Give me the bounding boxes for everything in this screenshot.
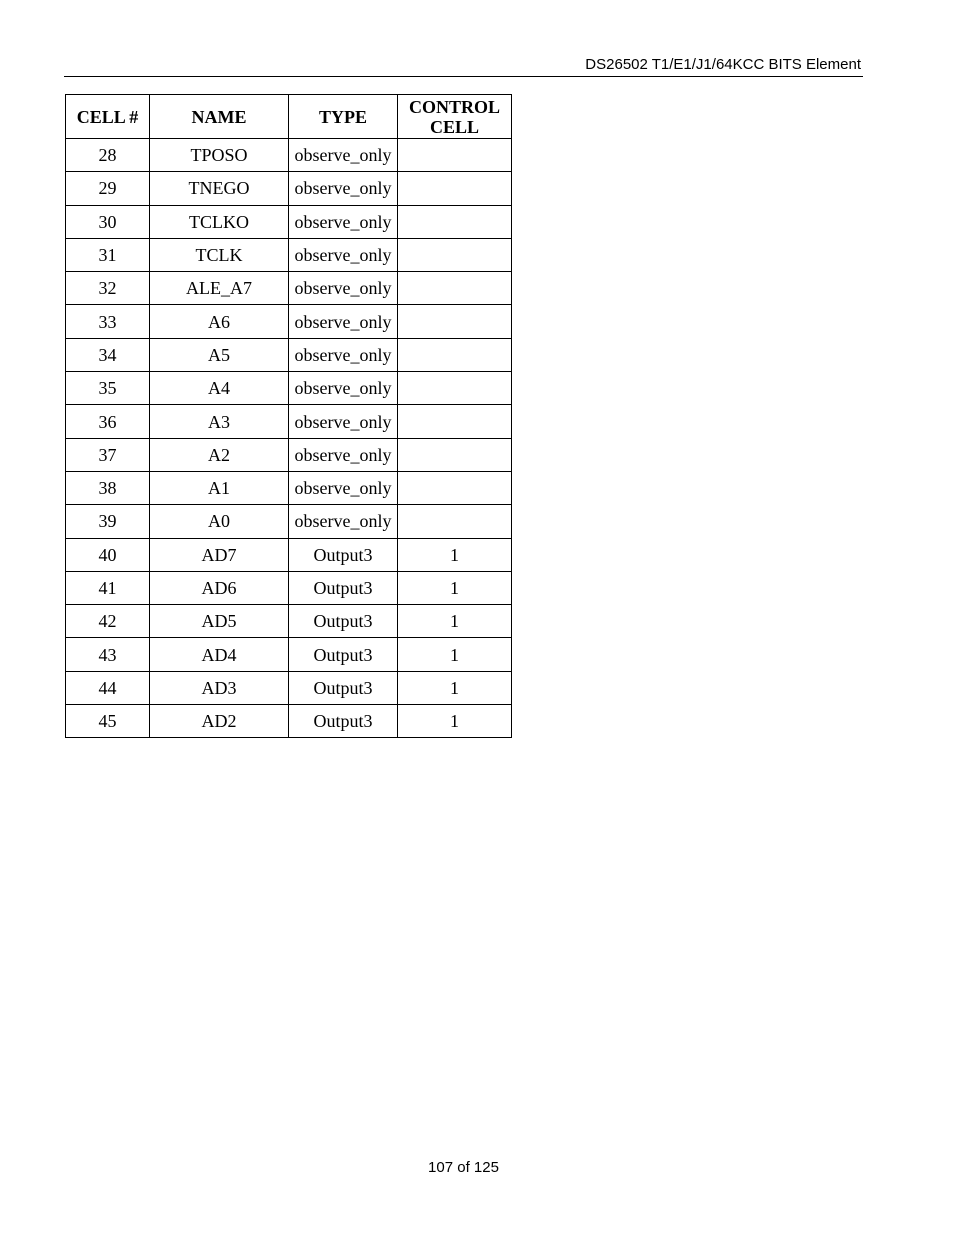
cell-type: observe_only	[289, 238, 398, 271]
cell-cell-number: 31	[66, 238, 150, 271]
table-row	[66, 571, 512, 604]
table-row	[66, 538, 512, 571]
cell-type: observe_only	[289, 205, 398, 238]
cell-type: observe_only	[289, 305, 398, 338]
cell-cell-number: 29	[66, 172, 150, 205]
cell-type: Output3	[289, 705, 398, 738]
cell-cell-number: 41	[66, 571, 150, 604]
table-body	[66, 139, 512, 738]
cell-type: observe_only	[289, 471, 398, 504]
cell-cell-number: 30	[66, 205, 150, 238]
table-row	[66, 238, 512, 271]
table-row	[66, 638, 512, 671]
cell-name: AD7	[150, 538, 289, 571]
cell-name: AD2	[150, 705, 289, 738]
cell-cell-number: 43	[66, 638, 150, 671]
cell-type: observe_only	[289, 172, 398, 205]
document-title: DS26502 T1/E1/J1/64KCC BITS Element	[585, 56, 861, 73]
cell-control-cell	[398, 172, 512, 205]
table-row	[66, 605, 512, 638]
cell-cell-number: 40	[66, 538, 150, 571]
cell-control-cell: 1	[398, 538, 512, 571]
cell-name: TNEGO	[150, 172, 289, 205]
table-row	[66, 172, 512, 205]
column-header-type: TYPE	[289, 95, 398, 139]
cell-cell-number: 45	[66, 705, 150, 738]
table-row	[66, 305, 512, 338]
cell-type: Output3	[289, 638, 398, 671]
cell-cell-number: 35	[66, 372, 150, 405]
boundary-scan-register-table	[65, 94, 512, 738]
cell-cell-number: 39	[66, 505, 150, 538]
page-header	[64, 54, 863, 77]
cell-control-cell	[398, 372, 512, 405]
cell-type: observe_only	[289, 438, 398, 471]
table-row	[66, 272, 512, 305]
cell-control-cell	[398, 405, 512, 438]
cell-cell-number: 32	[66, 272, 150, 305]
table-header-row	[66, 95, 512, 139]
cell-control-cell	[398, 272, 512, 305]
table-row	[66, 338, 512, 371]
cell-type: Output3	[289, 571, 398, 604]
cell-type: observe_only	[289, 272, 398, 305]
cell-name: A4	[150, 372, 289, 405]
cell-type: observe_only	[289, 505, 398, 538]
cell-control-cell	[398, 505, 512, 538]
cell-type: observe_only	[289, 372, 398, 405]
table-row	[66, 372, 512, 405]
page-number: 107 of 125	[428, 1159, 499, 1176]
column-header-cell-number: CELL #	[66, 95, 150, 139]
cell-name: AD4	[150, 638, 289, 671]
cell-cell-number: 34	[66, 338, 150, 371]
cell-cell-number: 28	[66, 139, 150, 172]
cell-name: A2	[150, 438, 289, 471]
cell-cell-number: 42	[66, 605, 150, 638]
cell-name: AD6	[150, 571, 289, 604]
cell-name: ALE_A7	[150, 272, 289, 305]
table-row	[66, 438, 512, 471]
cell-control-cell	[398, 338, 512, 371]
cell-name: A3	[150, 405, 289, 438]
cell-cell-number: 38	[66, 471, 150, 504]
cell-type: observe_only	[289, 338, 398, 371]
column-header-name: NAME	[150, 95, 289, 139]
cell-type: observe_only	[289, 405, 398, 438]
cell-name: TCLKO	[150, 205, 289, 238]
cell-name: A6	[150, 305, 289, 338]
cell-cell-number: 36	[66, 405, 150, 438]
cell-control-cell	[398, 471, 512, 504]
cell-name: TCLK	[150, 238, 289, 271]
cell-control-cell	[398, 305, 512, 338]
cell-control-cell: 1	[398, 671, 512, 704]
cell-control-cell: 1	[398, 571, 512, 604]
cell-name: A1	[150, 471, 289, 504]
cell-name: A5	[150, 338, 289, 371]
cell-name: AD3	[150, 671, 289, 704]
table-row	[66, 405, 512, 438]
cell-control-cell: 1	[398, 705, 512, 738]
cell-control-cell: 1	[398, 638, 512, 671]
table-row	[66, 205, 512, 238]
cell-name: AD5	[150, 605, 289, 638]
cell-cell-number: 44	[66, 671, 150, 704]
cell-control-cell	[398, 238, 512, 271]
table-row	[66, 671, 512, 704]
cell-control-cell	[398, 205, 512, 238]
cell-name: A0	[150, 505, 289, 538]
cell-type: observe_only	[289, 139, 398, 172]
table-row	[66, 139, 512, 172]
table-row	[66, 471, 512, 504]
cell-name: TPOSO	[150, 139, 289, 172]
cell-type: Output3	[289, 605, 398, 638]
cell-cell-number: 37	[66, 438, 150, 471]
cell-control-cell	[398, 438, 512, 471]
cell-type: Output3	[289, 671, 398, 704]
table-row	[66, 705, 512, 738]
column-header-control-cell: CONTROL CELL	[398, 95, 512, 139]
cell-control-cell	[398, 139, 512, 172]
table-row	[66, 505, 512, 538]
cell-control-cell: 1	[398, 605, 512, 638]
cell-type: Output3	[289, 538, 398, 571]
cell-cell-number: 33	[66, 305, 150, 338]
